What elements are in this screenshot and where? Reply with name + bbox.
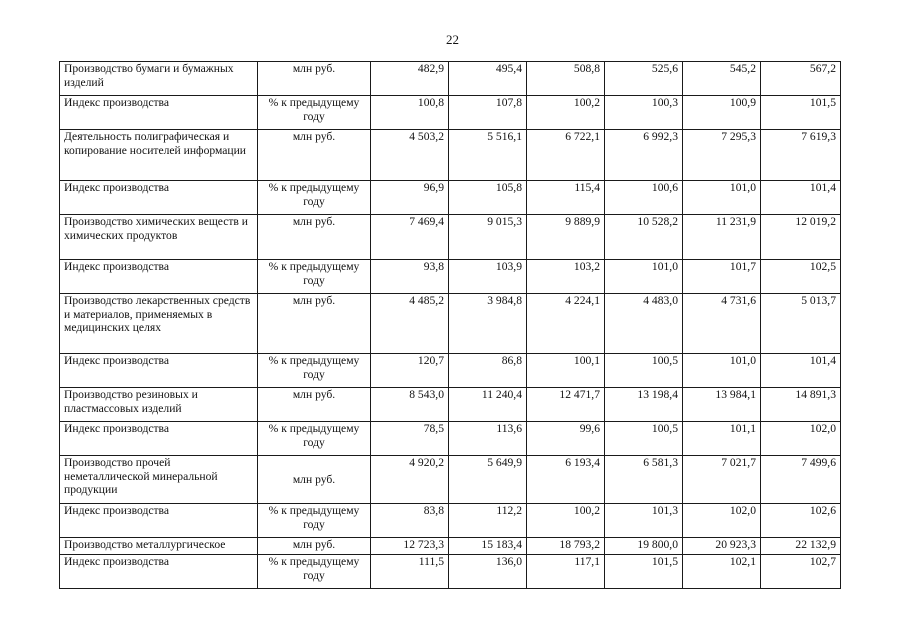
table-row [60,260,841,294]
value-cell: 96,9 [371,181,449,215]
unit-cell: % к предыдущему году [258,555,371,589]
value-cell: 100,5 [605,354,683,388]
value-cell: 93,8 [371,260,449,294]
value-cell: 12 723,3 [371,538,449,555]
table-row [60,504,841,538]
value-cell: 102,1 [683,555,761,589]
value-cell: 102,0 [761,422,841,456]
value-cell: 100,8 [371,96,449,130]
page-number: 22 [446,32,459,47]
value-cell: 22 132,9 [761,538,841,555]
value-cell: 107,8 [449,96,527,130]
value-cell: 4 920,2 [371,456,449,504]
production-table [59,61,841,589]
table-row [60,294,841,354]
value-cell: 100,9 [683,96,761,130]
unit-cell: млн руб. [258,62,371,96]
value-cell: 111,5 [371,555,449,589]
unit-cell: % к предыдущему году [258,354,371,388]
value-cell: 101,0 [683,181,761,215]
table-row [60,130,841,181]
value-cell: 4 483,0 [605,294,683,354]
value-cell: 120,7 [371,354,449,388]
value-cell: 103,9 [449,260,527,294]
value-cell: 7 619,3 [761,130,841,181]
table-row [60,456,841,504]
value-cell: 100,3 [605,96,683,130]
value-cell: 100,6 [605,181,683,215]
value-cell: 7 021,7 [683,456,761,504]
value-cell: 100,2 [527,96,605,130]
value-cell: 9 015,3 [449,215,527,260]
value-cell: 3 984,8 [449,294,527,354]
value-cell: 101,4 [761,181,841,215]
value-cell: 101,0 [605,260,683,294]
value-cell: 99,6 [527,422,605,456]
indicator-name: Производство бумаги и бумажных изделий [60,62,258,96]
indicator-name: Индекс производства [60,504,258,538]
value-cell: 14 891,3 [761,388,841,422]
value-cell: 567,2 [761,62,841,96]
unit-cell: млн руб. [258,456,371,504]
value-cell: 6 193,4 [527,456,605,504]
value-cell: 10 528,2 [605,215,683,260]
value-cell: 4 503,2 [371,130,449,181]
value-cell: 6 581,3 [605,456,683,504]
indicator-name: Производство металлургическое [60,538,258,555]
unit-cell: % к предыдущему году [258,422,371,456]
value-cell: 101,5 [605,555,683,589]
value-cell: 4 224,1 [527,294,605,354]
unit-cell: % к предыдущему году [258,181,371,215]
table-row [60,96,841,130]
value-cell: 100,1 [527,354,605,388]
value-cell: 115,4 [527,181,605,215]
indicator-name: Деятельность полиграфическая и копирование носителей информации [60,130,258,181]
value-cell: 12 019,2 [761,215,841,260]
value-cell: 5 013,7 [761,294,841,354]
value-cell: 13 198,4 [605,388,683,422]
unit-cell: млн руб. [258,130,371,181]
value-cell: 8 543,0 [371,388,449,422]
value-cell: 495,4 [449,62,527,96]
value-cell: 112,2 [449,504,527,538]
table-row [60,555,841,589]
table-row [60,422,841,456]
value-cell: 7 499,6 [761,456,841,504]
value-cell: 6 992,3 [605,130,683,181]
value-cell: 7 295,3 [683,130,761,181]
value-cell: 11 231,9 [683,215,761,260]
indicator-name: Производство резиновых и пластмассовых изделий [60,388,258,422]
value-cell: 102,5 [761,260,841,294]
value-cell: 117,1 [527,555,605,589]
unit-cell: млн руб. [258,538,371,555]
table-row [60,388,841,422]
value-cell: 102,0 [683,504,761,538]
value-cell: 545,2 [683,62,761,96]
value-cell: 9 889,9 [527,215,605,260]
value-cell: 19 800,0 [605,538,683,555]
value-cell: 525,6 [605,62,683,96]
value-cell: 4 485,2 [371,294,449,354]
value-cell: 11 240,4 [449,388,527,422]
unit-cell: млн руб. [258,294,371,354]
value-cell: 101,4 [761,354,841,388]
unit-cell: % к предыдущему году [258,96,371,130]
value-cell: 103,2 [527,260,605,294]
value-cell: 508,8 [527,62,605,96]
indicator-name: Индекс производства [60,422,258,456]
indicator-name: Производство химических веществ и химических продуктов [60,215,258,260]
value-cell: 101,0 [683,354,761,388]
indicator-name: Индекс производства [60,260,258,294]
value-cell: 83,8 [371,504,449,538]
value-cell: 78,5 [371,422,449,456]
table-row [60,62,841,96]
value-cell: 5 516,1 [449,130,527,181]
value-cell: 482,9 [371,62,449,96]
unit-cell: % к предыдущему году [258,504,371,538]
value-cell: 86,8 [449,354,527,388]
value-cell: 4 731,6 [683,294,761,354]
value-cell: 101,3 [605,504,683,538]
value-cell: 101,1 [683,422,761,456]
table-row [60,181,841,215]
value-cell: 12 471,7 [527,388,605,422]
value-cell: 13 984,1 [683,388,761,422]
indicator-name: Индекс производства [60,354,258,388]
value-cell: 101,5 [761,96,841,130]
unit-cell: % к предыдущему году [258,260,371,294]
table-row [60,354,841,388]
indicator-name: Производство лекарственных средств и материалов, применяемых в медицинских целях [60,294,258,354]
value-cell: 113,6 [449,422,527,456]
value-cell: 20 923,3 [683,538,761,555]
indicator-name: Производство прочей неметаллической минеральной продукции [60,456,258,504]
value-cell: 6 722,1 [527,130,605,181]
value-cell: 105,8 [449,181,527,215]
indicator-name: Индекс производства [60,555,258,589]
value-cell: 7 469,4 [371,215,449,260]
value-cell: 5 649,9 [449,456,527,504]
table-row [60,538,841,555]
value-cell: 15 183,4 [449,538,527,555]
indicator-name: Индекс производства [60,181,258,215]
value-cell: 101,7 [683,260,761,294]
table-row [60,215,841,260]
unit-cell: млн руб. [258,215,371,260]
value-cell: 100,5 [605,422,683,456]
value-cell: 102,6 [761,504,841,538]
value-cell: 18 793,2 [527,538,605,555]
value-cell: 136,0 [449,555,527,589]
indicator-name: Индекс производства [60,96,258,130]
unit-cell: млн руб. [258,388,371,422]
value-cell: 100,2 [527,504,605,538]
value-cell: 102,7 [761,555,841,589]
